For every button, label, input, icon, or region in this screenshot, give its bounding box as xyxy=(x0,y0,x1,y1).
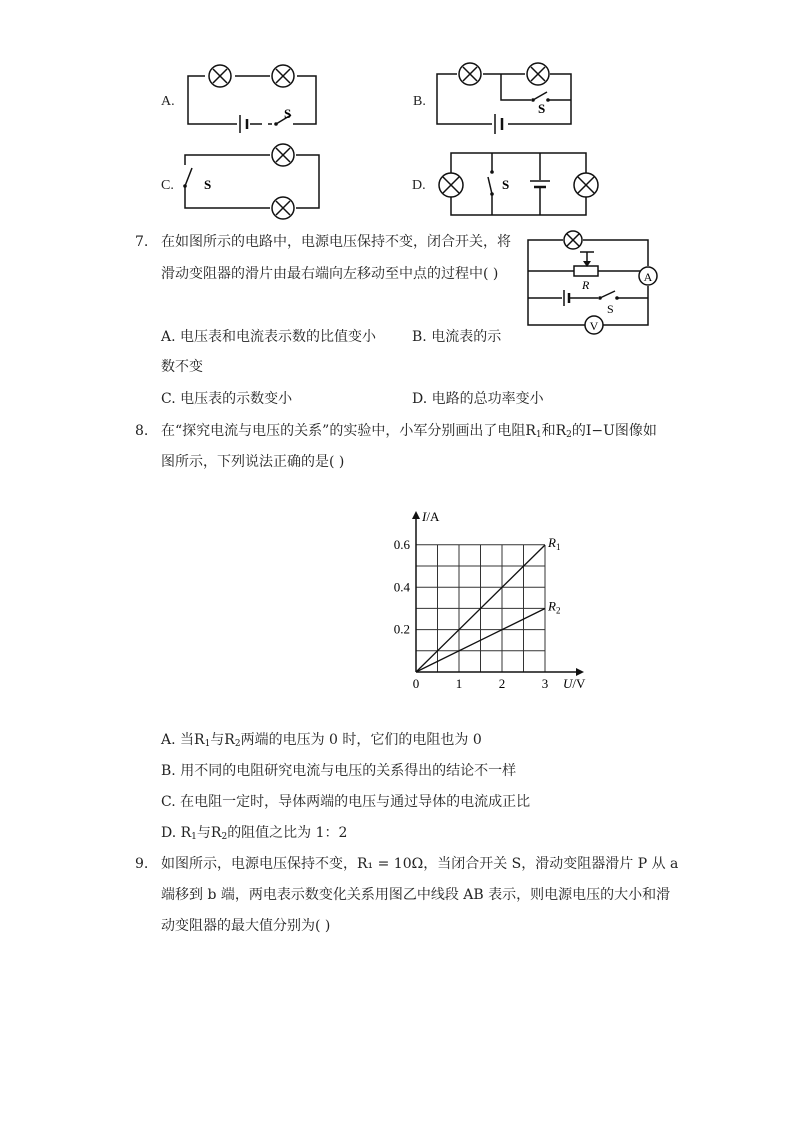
q7-option-c[interactable]: C. 电压表的示数变小 xyxy=(161,391,293,407)
svg-text:S: S xyxy=(502,177,510,192)
x-tick-label: 3 xyxy=(541,676,549,691)
q6-option-a-label[interactable]: A. xyxy=(161,94,175,109)
x-axis-arrow-icon xyxy=(576,668,584,676)
series-label-r2: $R_2$ xyxy=(548,598,561,616)
q8-option-b[interactable]: B. 用不同的电阻研究电流与电压的关系得出的结论不一样 xyxy=(161,763,517,779)
q9-stem-line2: 端移到 b 端，两电表示数变化关系用图乙中线段 AB 表示，则电源电压的大小和滑 xyxy=(161,887,671,903)
q7-option-b-line1[interactable]: B. 电流表的示 xyxy=(412,329,502,345)
q8-option-d[interactable]: D. $R_1$与$R_2$的阻值之比为 1：2 xyxy=(161,825,348,842)
q8-option-c[interactable]: C. 在电阻一定时，导体两端的电压与通过导体的电流成正比 xyxy=(161,794,531,810)
q8-stem-line1: 在“探究电流与电压的关系”的实验中，小军分别画出了电阻$R_1$和$R_2$的I−U图像如 xyxy=(161,423,657,440)
q9-number: 9. xyxy=(135,856,149,872)
x-tick-label: 2 xyxy=(498,676,506,691)
q8-option-a[interactable]: A. 当$R_1$与$R_2$两端的电压为 0 时，它们的电阻也为 0 xyxy=(161,732,482,749)
q8-number: 8. xyxy=(135,423,149,439)
q6-option-d-label[interactable]: D. xyxy=(412,178,426,193)
x-tick-label: 0 xyxy=(412,676,420,691)
svg-text:R: R xyxy=(582,278,590,292)
svg-text:S: S xyxy=(538,101,546,116)
q7-number: 7. xyxy=(135,234,149,250)
q6-option-b-label[interactable]: B. xyxy=(413,94,426,109)
svg-text:V: V xyxy=(589,319,599,333)
x-axis-label: U/V xyxy=(563,676,586,691)
series-label-r1: $R_1$ xyxy=(548,535,561,552)
x-tick-label: 1 xyxy=(455,676,463,691)
q9-stem-line3: 动变阻器的最大值分别为( ) xyxy=(161,918,331,934)
q7-stem-line1: 在如图所示的电路中，电源电压保持不变，闭合开关，将 xyxy=(161,234,511,250)
q8-stem-line2: 图所示，下列说法正确的是( ) xyxy=(161,454,345,470)
y-axis-arrow-icon xyxy=(412,511,420,519)
y-tick-label: 0.2 xyxy=(393,621,410,637)
svg-text:A: A xyxy=(643,270,653,284)
y-axis-label: I/A xyxy=(422,509,440,524)
q7-option-b-line2[interactable]: 数不变 xyxy=(161,359,203,375)
q7-stem-line2: 滑动变阻器的滑片由最右端向左移动至中点的过程中( ) xyxy=(161,266,499,282)
y-tick-label: 0.4 xyxy=(393,579,410,595)
switch-label: S xyxy=(284,106,292,121)
q7-option-d[interactable]: D. 电路的总功率变小 xyxy=(412,391,544,407)
svg-text:S: S xyxy=(607,302,614,316)
q6-option-c-label[interactable]: C. xyxy=(161,178,174,193)
q9-stem-line1: 如图所示，电源电压保持不变，R₁ = 10Ω，当闭合开关 S，滑动变阻器滑片 P 从 a xyxy=(161,856,679,872)
svg-text:S: S xyxy=(204,177,212,192)
q7-option-a[interactable]: A. 电压表和电流表示数的比值变小 xyxy=(161,329,377,345)
y-tick-label: 0.6 xyxy=(393,537,410,552)
